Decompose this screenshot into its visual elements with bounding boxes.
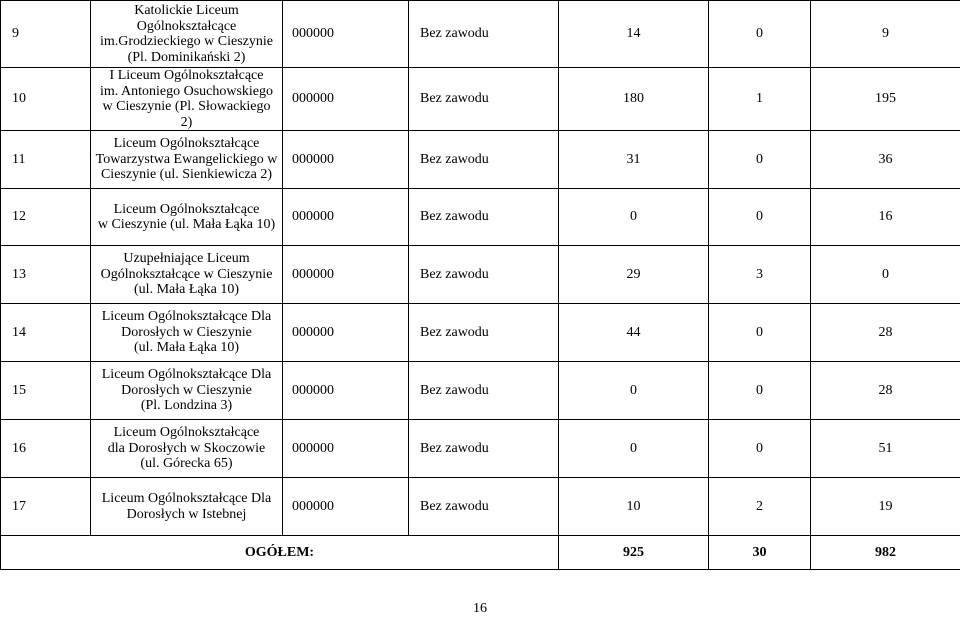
profession-name: Bez zawodu (409, 131, 559, 189)
school-name-line: Liceum Ogólnokształcące (95, 202, 278, 218)
value-2: 3 (709, 246, 811, 304)
school-name-line: Liceum Ogólnokształcące (95, 425, 278, 441)
profession-name: Bez zawodu (409, 362, 559, 420)
row-number: 12 (1, 189, 91, 246)
value-2: 0 (709, 420, 811, 478)
school-name-line: im.Grodzieckiego w Cieszynie (95, 34, 278, 50)
table-body (1, 1, 960, 570)
table-row (1, 420, 960, 478)
table-row (1, 246, 960, 304)
row-number: 17 (1, 478, 91, 536)
school-name-line: I Liceum Ogólnokształcące (95, 68, 278, 84)
school-name-line: (Pl. Londzina 3) (95, 398, 278, 414)
school-name-line: w Cieszynie (ul. Mała Łąka 10) (95, 217, 278, 233)
row-number: 11 (1, 131, 91, 189)
row-number: 13 (1, 246, 91, 304)
school-name-line: im. Antoniego Osuchowskiego (95, 84, 278, 100)
table-row (1, 304, 960, 362)
value-1: 10 (559, 478, 709, 536)
row-number: 10 (1, 68, 91, 131)
school-name-line: (ul. Mała Łąka 10) (95, 340, 278, 356)
value-3: 19 (811, 478, 960, 536)
table-row (1, 478, 960, 536)
school-name-line: Ogólnokształcące w Cieszynie (95, 267, 278, 283)
value-2: 0 (709, 304, 811, 362)
table-row (1, 362, 960, 420)
school-name-line: (Pl. Dominikański 2) (95, 50, 278, 66)
profession-code: 000000 (283, 189, 409, 246)
value-2: 1 (709, 68, 811, 131)
school-name-line: w Cieszynie (Pl. Słowackiego 2) (95, 99, 278, 130)
school-name-line: Dorosłych w Istebnej (95, 507, 278, 523)
school-name-line: (ul. Mała Łąka 10) (95, 282, 278, 298)
profession-name: Bez zawodu (409, 68, 559, 131)
school-name (91, 420, 283, 478)
value-3: 28 (811, 362, 960, 420)
page-number: 16 (0, 601, 960, 617)
value-1: 29 (559, 246, 709, 304)
value-1: 14 (559, 1, 709, 68)
value-3: 36 (811, 131, 960, 189)
school-name-line: Liceum Ogólnokształcące (95, 136, 278, 152)
profession-code: 000000 (283, 478, 409, 536)
value-1: 0 (559, 189, 709, 246)
profession-code: 000000 (283, 1, 409, 68)
school-name-line: Dorosłych w Cieszynie (95, 383, 278, 399)
total-row (1, 536, 960, 570)
school-name (91, 131, 283, 189)
value-2: 0 (709, 131, 811, 189)
profession-name: Bez zawodu (409, 189, 559, 246)
row-number: 9 (1, 1, 91, 68)
school-name-line: dla Dorosłych w Skoczowie (95, 441, 278, 457)
school-name-line: Katolickie Liceum (95, 3, 278, 19)
profession-name: Bez zawodu (409, 420, 559, 478)
row-number: 16 (1, 420, 91, 478)
value-2: 0 (709, 189, 811, 246)
profession-code: 000000 (283, 131, 409, 189)
value-3: 16 (811, 189, 960, 246)
profession-name: Bez zawodu (409, 304, 559, 362)
profession-name: Bez zawodu (409, 478, 559, 536)
value-3: 0 (811, 246, 960, 304)
school-name-line: Towarzystwa Ewangelickiego w (95, 152, 278, 168)
school-name (91, 304, 283, 362)
value-2: 0 (709, 1, 811, 68)
school-name-line: Liceum Ogólnokształcące Dla (95, 309, 278, 325)
profession-code: 000000 (283, 246, 409, 304)
school-name-line: Liceum Ogólnokształcące Dla (95, 367, 278, 383)
value-2: 0 (709, 362, 811, 420)
table-row (1, 131, 960, 189)
total-value-3: 982 (811, 536, 960, 570)
value-1: 44 (559, 304, 709, 362)
table-row (1, 68, 960, 131)
school-name-line: Dorosłych w Cieszynie (95, 325, 278, 341)
row-number: 14 (1, 304, 91, 362)
value-3: 51 (811, 420, 960, 478)
profession-code: 000000 (283, 362, 409, 420)
value-1: 31 (559, 131, 709, 189)
value-3: 9 (811, 1, 960, 68)
school-name-line: (ul. Górecka 65) (95, 456, 278, 472)
profession-code: 000000 (283, 68, 409, 131)
profession-code: 000000 (283, 304, 409, 362)
school-name (91, 362, 283, 420)
school-name (91, 189, 283, 246)
school-name (91, 1, 283, 68)
table-row (1, 189, 960, 246)
profession-name: Bez zawodu (409, 246, 559, 304)
value-1: 180 (559, 68, 709, 131)
school-name-line: Uzupełniające Liceum (95, 251, 278, 267)
school-name (91, 68, 283, 131)
total-value-2: 30 (709, 536, 811, 570)
row-number: 15 (1, 362, 91, 420)
total-value-1: 925 (559, 536, 709, 570)
school-name-line: Liceum Ogólnokształcące Dla (95, 491, 278, 507)
value-3: 28 (811, 304, 960, 362)
profession-name: Bez zawodu (409, 1, 559, 68)
value-2: 2 (709, 478, 811, 536)
value-1: 0 (559, 362, 709, 420)
profession-code: 000000 (283, 420, 409, 478)
table-row (1, 1, 960, 68)
value-3: 195 (811, 68, 960, 131)
school-name-line: Ogólnokształcące (95, 19, 278, 35)
total-label: OGÓŁEM: (1, 536, 559, 570)
school-name (91, 478, 283, 536)
school-name (91, 246, 283, 304)
value-1: 0 (559, 420, 709, 478)
school-name-line: Cieszynie (ul. Sienkiewicza 2) (95, 167, 278, 183)
